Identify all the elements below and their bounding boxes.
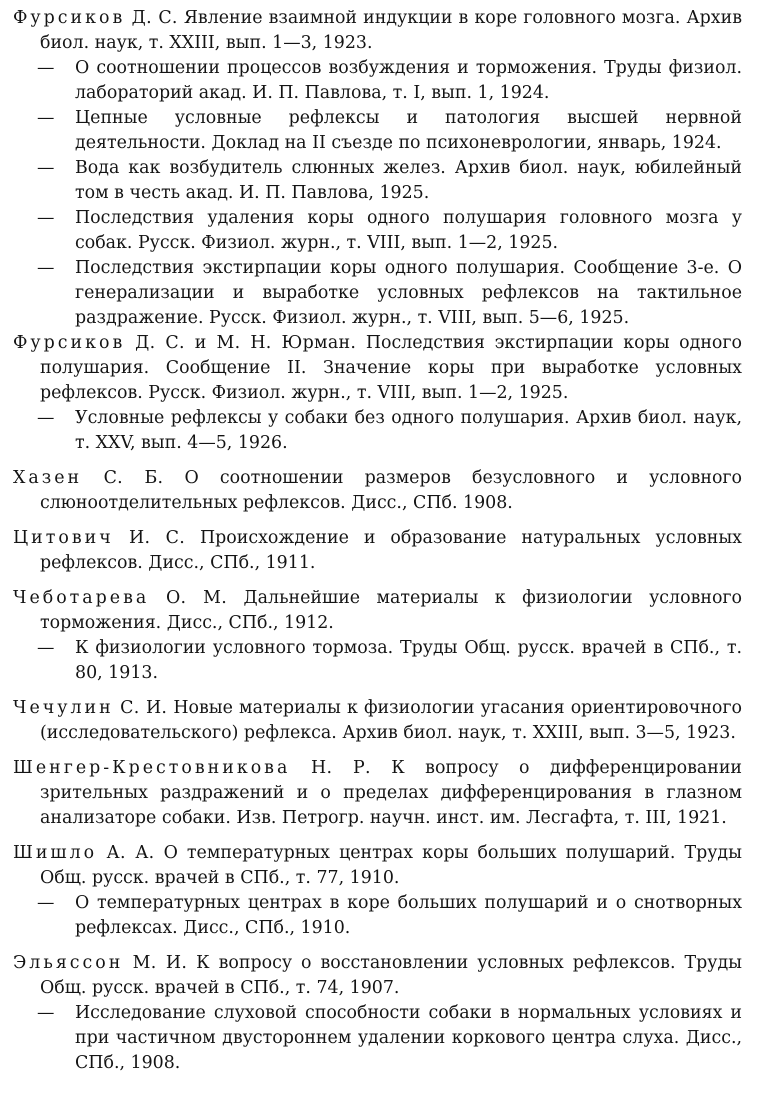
entry-author: Фурсиков (13, 8, 126, 28)
bibliography-subentry (0, 406, 760, 456)
entry-dash: — (37, 58, 55, 78)
entry-dash: — (37, 158, 55, 178)
entry-text: О соотношении размеров безусловного и условного слюноотделительных рефлексов. Дисс., СПб. 1908. (40, 468, 743, 513)
entry-text: Последствия экстирпации коры одного полушария. Сообщение 3-е. О генерализации и выработке условных рефлексов на тактильное раздражение. Русск. Физиол. журн., т. VIII, вып. 5—6, 1925. (75, 258, 742, 328)
entry-dash: — (37, 638, 55, 658)
entry-text: Последствия удаления коры одного полушария головного мозга у собак. Русск. Физиол. журн., т. VIII, вып. 1—2, 1925. (75, 208, 742, 253)
bibliography-subentry (0, 256, 760, 331)
entry-text: Дальнейшие материалы к физиологии условного торможения. Дисс., СПб., 1912. (40, 588, 743, 633)
entry-author-initials: И. С. (113, 528, 186, 548)
entry-dash: — (37, 408, 55, 428)
bibliography-subentry (0, 56, 760, 106)
entry-dash: — (37, 208, 55, 228)
entry-author-initials: Д. С. (125, 8, 178, 28)
entry-author-initials: А. А. (97, 843, 155, 863)
bibliography-entry (0, 331, 760, 406)
entry-author: Чечулин (13, 698, 114, 718)
entry-author-initials: Н. Р. (290, 758, 371, 778)
entry-text: Явление взаимной индукции в коре головного мозга. Архив биол. наук, т. XXIII, вып. 1—3, 1923. (40, 8, 743, 53)
bibliography-subentry (0, 156, 760, 206)
entry-text: Вода как возбудитель слюнных желез. Архив биол. наук, юбилейный том в честь акад. И. П. Павлова, 1925. (75, 158, 742, 203)
entry-author: Шенгер-Крестовникова (13, 758, 291, 778)
entry-dash: — (37, 258, 55, 278)
entry-text: Происхождение и образование натуральных условных рефлексов. Дисс., СПб., 1911. (40, 528, 742, 573)
bibliography-subentry (0, 1001, 760, 1076)
entry-author: Цитович (13, 528, 114, 548)
bibliography-entry (0, 6, 760, 56)
entry-author-initials: С. Б. (82, 468, 164, 488)
entry-text: Цепные условные рефлексы и патология высшей нервной деятельности. Доклад на II съезде по психоневрологии, январь, 1924. (75, 108, 742, 153)
entry-dash: — (37, 1003, 55, 1023)
bibliography-subentry (0, 636, 760, 686)
bibliography-entry (0, 696, 760, 746)
entry-text: К физиологии условного тормоза. Труды Общ. русск. врачей в СПб., т. 80, 1913. (75, 638, 742, 683)
entry-author: Шишло (13, 843, 98, 863)
bibliography-page (0, 6, 760, 1076)
entry-author-initials: О. М. (149, 588, 228, 608)
entry-author: Фурсиков (13, 333, 126, 353)
bibliography-entry (0, 951, 760, 1001)
entry-text: О температурных центрах коры больших полушарий. Труды Общ. русск. врачей в СПб., т. 77, 1910. (40, 843, 742, 888)
entry-text: К вопросу о дифференцировании зрительных раздражений и о пределах дифференцирования в глазном анализаторе собаки. Изв. Петрогр. научн. инст. им. Лесгафта, т. III, 1921. (40, 758, 743, 828)
entry-text: О температурных центрах в коре больших полушарий и о снотворных рефлексах. Дисс., СПб., 1910. (75, 893, 742, 938)
bibliography-entry (0, 526, 760, 576)
entry-text: Новые материалы к физиологии угасания ориентировочного (исследовательского) рефлекса. Архив биол. наук, т. XXIII, вып. 3—5, 1923. (40, 698, 742, 743)
entry-author: Чеботарева (13, 588, 150, 608)
bibliography-subentry (0, 106, 760, 156)
entry-text: Условные рефлексы у собаки без одного полушария. Архив биол. наук, т. XXV, вып. 4—5, 1926. (75, 408, 742, 453)
entry-author-initials: Д. С. и М. Н. Юрман. (125, 333, 357, 353)
entry-author: Хазен (13, 468, 83, 488)
entry-author-initials: М. И. (123, 953, 188, 973)
entry-author-initials: С. И. (113, 698, 168, 718)
bibliography-subentry (0, 891, 760, 941)
entry-dash: — (37, 893, 55, 913)
entry-dash: — (37, 108, 55, 128)
bibliography-entry (0, 466, 760, 516)
entry-text: О соотношении процессов возбуждения и торможения. Труды физиол. лабораторий акад. И. П. Павлова, т. I, вып. 1, 1924. (75, 58, 742, 103)
entry-text: К вопросу о восстановлении условных рефлексов. Труды Общ. русск. врачей в СПб., т. 74, 1907. (40, 953, 742, 998)
bibliography-subentry (0, 206, 760, 256)
entry-text: Исследование слуховой способности собаки в нормальных условиях и при частичном двустороннем удалении коркового центра слуха. Дисс., СПб., 1908. (75, 1003, 742, 1073)
entry-author: Эльяссон (13, 953, 124, 973)
bibliography-entry (0, 586, 760, 636)
bibliography-entry (0, 841, 760, 891)
bibliography-entry (0, 756, 760, 831)
entry-text: Последствия экстирпации коры одного полушария. Сообщение II. Значение коры при выработке условных рефлексов. Русск. Физиол. журн., т. VIII, вып. 1—2, 1925. (40, 333, 742, 403)
